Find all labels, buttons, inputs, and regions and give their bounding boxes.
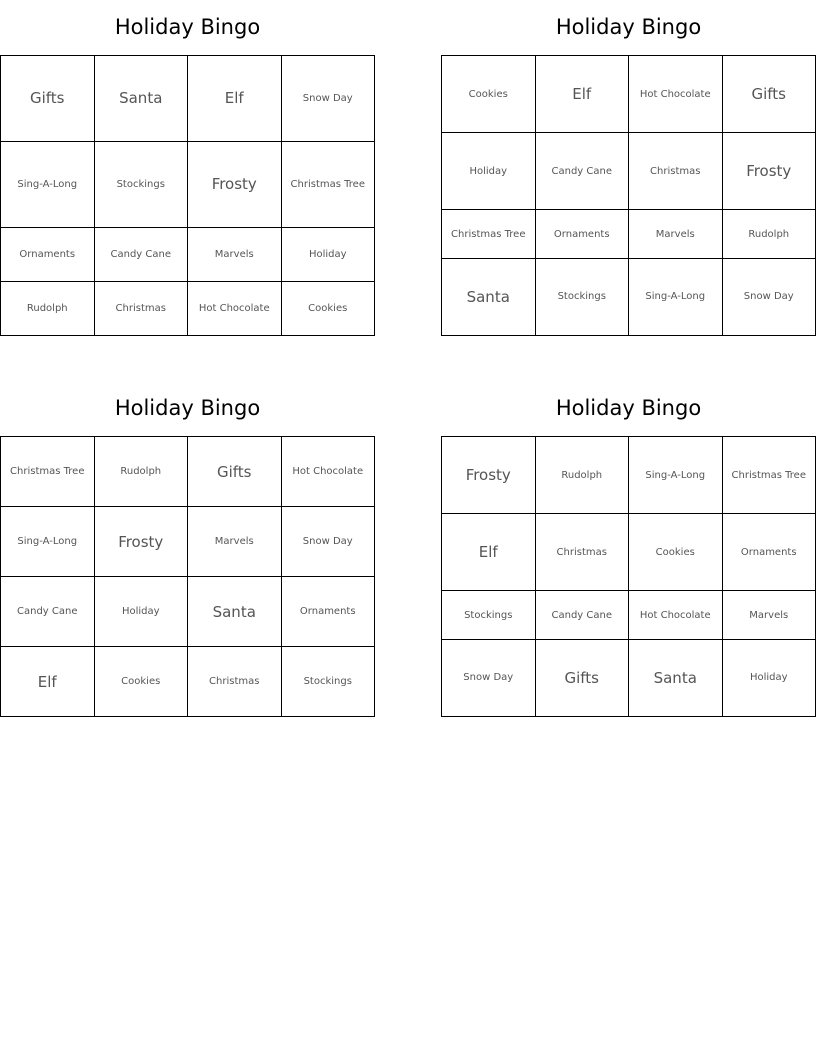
bingo-cell: Hot Chocolate — [188, 281, 282, 335]
bingo-card-4 — [441, 381, 816, 717]
bingo-grid — [0, 436, 375, 717]
bingo-cell: Cookies — [281, 281, 375, 335]
bingo-cell: Christmas — [629, 133, 723, 210]
bingo-cell: Rudolph — [1, 281, 95, 335]
bingo-cell: Frosty — [94, 507, 188, 577]
bingo-cell: Candy Cane — [535, 133, 629, 210]
bingo-cell: Ornaments — [535, 210, 629, 259]
bingo-cell: Cookies — [629, 514, 723, 591]
bingo-cell: Holiday — [722, 639, 816, 716]
bingo-cell: Marvels — [722, 591, 816, 640]
bingo-cell: Elf — [188, 56, 282, 142]
bingo-cell: Frosty — [722, 133, 816, 210]
bingo-cell: Christmas Tree — [281, 141, 375, 227]
bingo-cell: Christmas Tree — [442, 210, 536, 259]
bingo-cell: Holiday — [281, 227, 375, 281]
bingo-cell: Candy Cane — [535, 591, 629, 640]
grid-row — [1, 437, 375, 507]
bingo-cell: Stockings — [94, 141, 188, 227]
bingo-cell: Christmas — [535, 514, 629, 591]
bingo-cell: Candy Cane — [1, 577, 95, 647]
grid-row — [442, 210, 816, 259]
bingo-cell: Cookies — [442, 56, 536, 133]
bingo-cell: Marvels — [188, 227, 282, 281]
bingo-cell: Holiday — [442, 133, 536, 210]
bingo-cell: Christmas Tree — [1, 437, 95, 507]
bingo-cell: Rudolph — [722, 210, 816, 259]
grid-row — [442, 639, 816, 716]
grid-row — [1, 227, 375, 281]
grid-row — [1, 56, 375, 142]
card-title: Holiday Bingo — [555, 15, 702, 39]
grid-row — [1, 577, 375, 647]
bingo-cell: Sing-A-Long — [1, 141, 95, 227]
bingo-cell: Christmas — [94, 281, 188, 335]
bingo-cell: Frosty — [442, 437, 536, 514]
bingo-cell: Elf — [535, 56, 629, 133]
bingo-cell: Hot Chocolate — [629, 56, 723, 133]
grid-row — [1, 141, 375, 227]
card-title: Holiday Bingo — [114, 15, 261, 39]
bingo-cell: Hot Chocolate — [281, 437, 375, 507]
bingo-cell: Holiday — [94, 577, 188, 647]
grid-row — [442, 514, 816, 591]
bingo-cell: Ornaments — [1, 227, 95, 281]
grid-row — [1, 647, 375, 717]
bingo-cell: Cookies — [94, 647, 188, 717]
grid-row — [1, 507, 375, 577]
bingo-cell: Gifts — [722, 56, 816, 133]
bingo-cell: Candy Cane — [94, 227, 188, 281]
bingo-cell: Stockings — [442, 591, 536, 640]
bingo-cell: Christmas — [188, 647, 282, 717]
grid-row — [442, 56, 816, 133]
bingo-cell: Marvels — [629, 210, 723, 259]
bingo-cell: Sing-A-Long — [1, 507, 95, 577]
bingo-cell: Snow Day — [281, 507, 375, 577]
bingo-cell: Rudolph — [535, 437, 629, 514]
grid-row — [442, 437, 816, 514]
bingo-cell: Gifts — [535, 639, 629, 716]
bingo-cell: Snow Day — [722, 258, 816, 335]
grid-row — [442, 591, 816, 640]
bingo-cell: Hot Chocolate — [629, 591, 723, 640]
bingo-cell: Christmas Tree — [722, 437, 816, 514]
grid-row — [442, 258, 816, 335]
grid-row — [442, 133, 816, 210]
bingo-grid — [0, 55, 375, 336]
card-title: Holiday Bingo — [114, 396, 261, 420]
card-title: Holiday Bingo — [555, 396, 702, 420]
bingo-cell: Sing-A-Long — [629, 437, 723, 514]
bingo-cell: Elf — [442, 514, 536, 591]
bingo-cell: Snow Day — [281, 56, 375, 142]
bingo-cell: Rudolph — [94, 437, 188, 507]
bingo-card-3 — [0, 381, 375, 717]
bingo-cell: Gifts — [188, 437, 282, 507]
bingo-cell: Santa — [442, 258, 536, 335]
bingo-card-1 — [0, 0, 375, 336]
bingo-cell: Santa — [629, 639, 723, 716]
bingo-cell: Stockings — [535, 258, 629, 335]
bingo-card-2 — [441, 0, 816, 336]
bingo-cell: Sing-A-Long — [629, 258, 723, 335]
bingo-grid — [441, 55, 816, 336]
bingo-cell: Marvels — [188, 507, 282, 577]
bingo-cell: Snow Day — [442, 639, 536, 716]
bingo-cell: Santa — [94, 56, 188, 142]
grid-row — [1, 281, 375, 335]
bingo-cell: Elf — [1, 647, 95, 717]
bingo-cell: Stockings — [281, 647, 375, 717]
bingo-cell: Ornaments — [281, 577, 375, 647]
bingo-cell: Ornaments — [722, 514, 816, 591]
bingo-cell: Frosty — [188, 141, 282, 227]
bingo-cell: Gifts — [1, 56, 95, 142]
bingo-grid — [441, 436, 816, 717]
bingo-cell: Santa — [188, 577, 282, 647]
